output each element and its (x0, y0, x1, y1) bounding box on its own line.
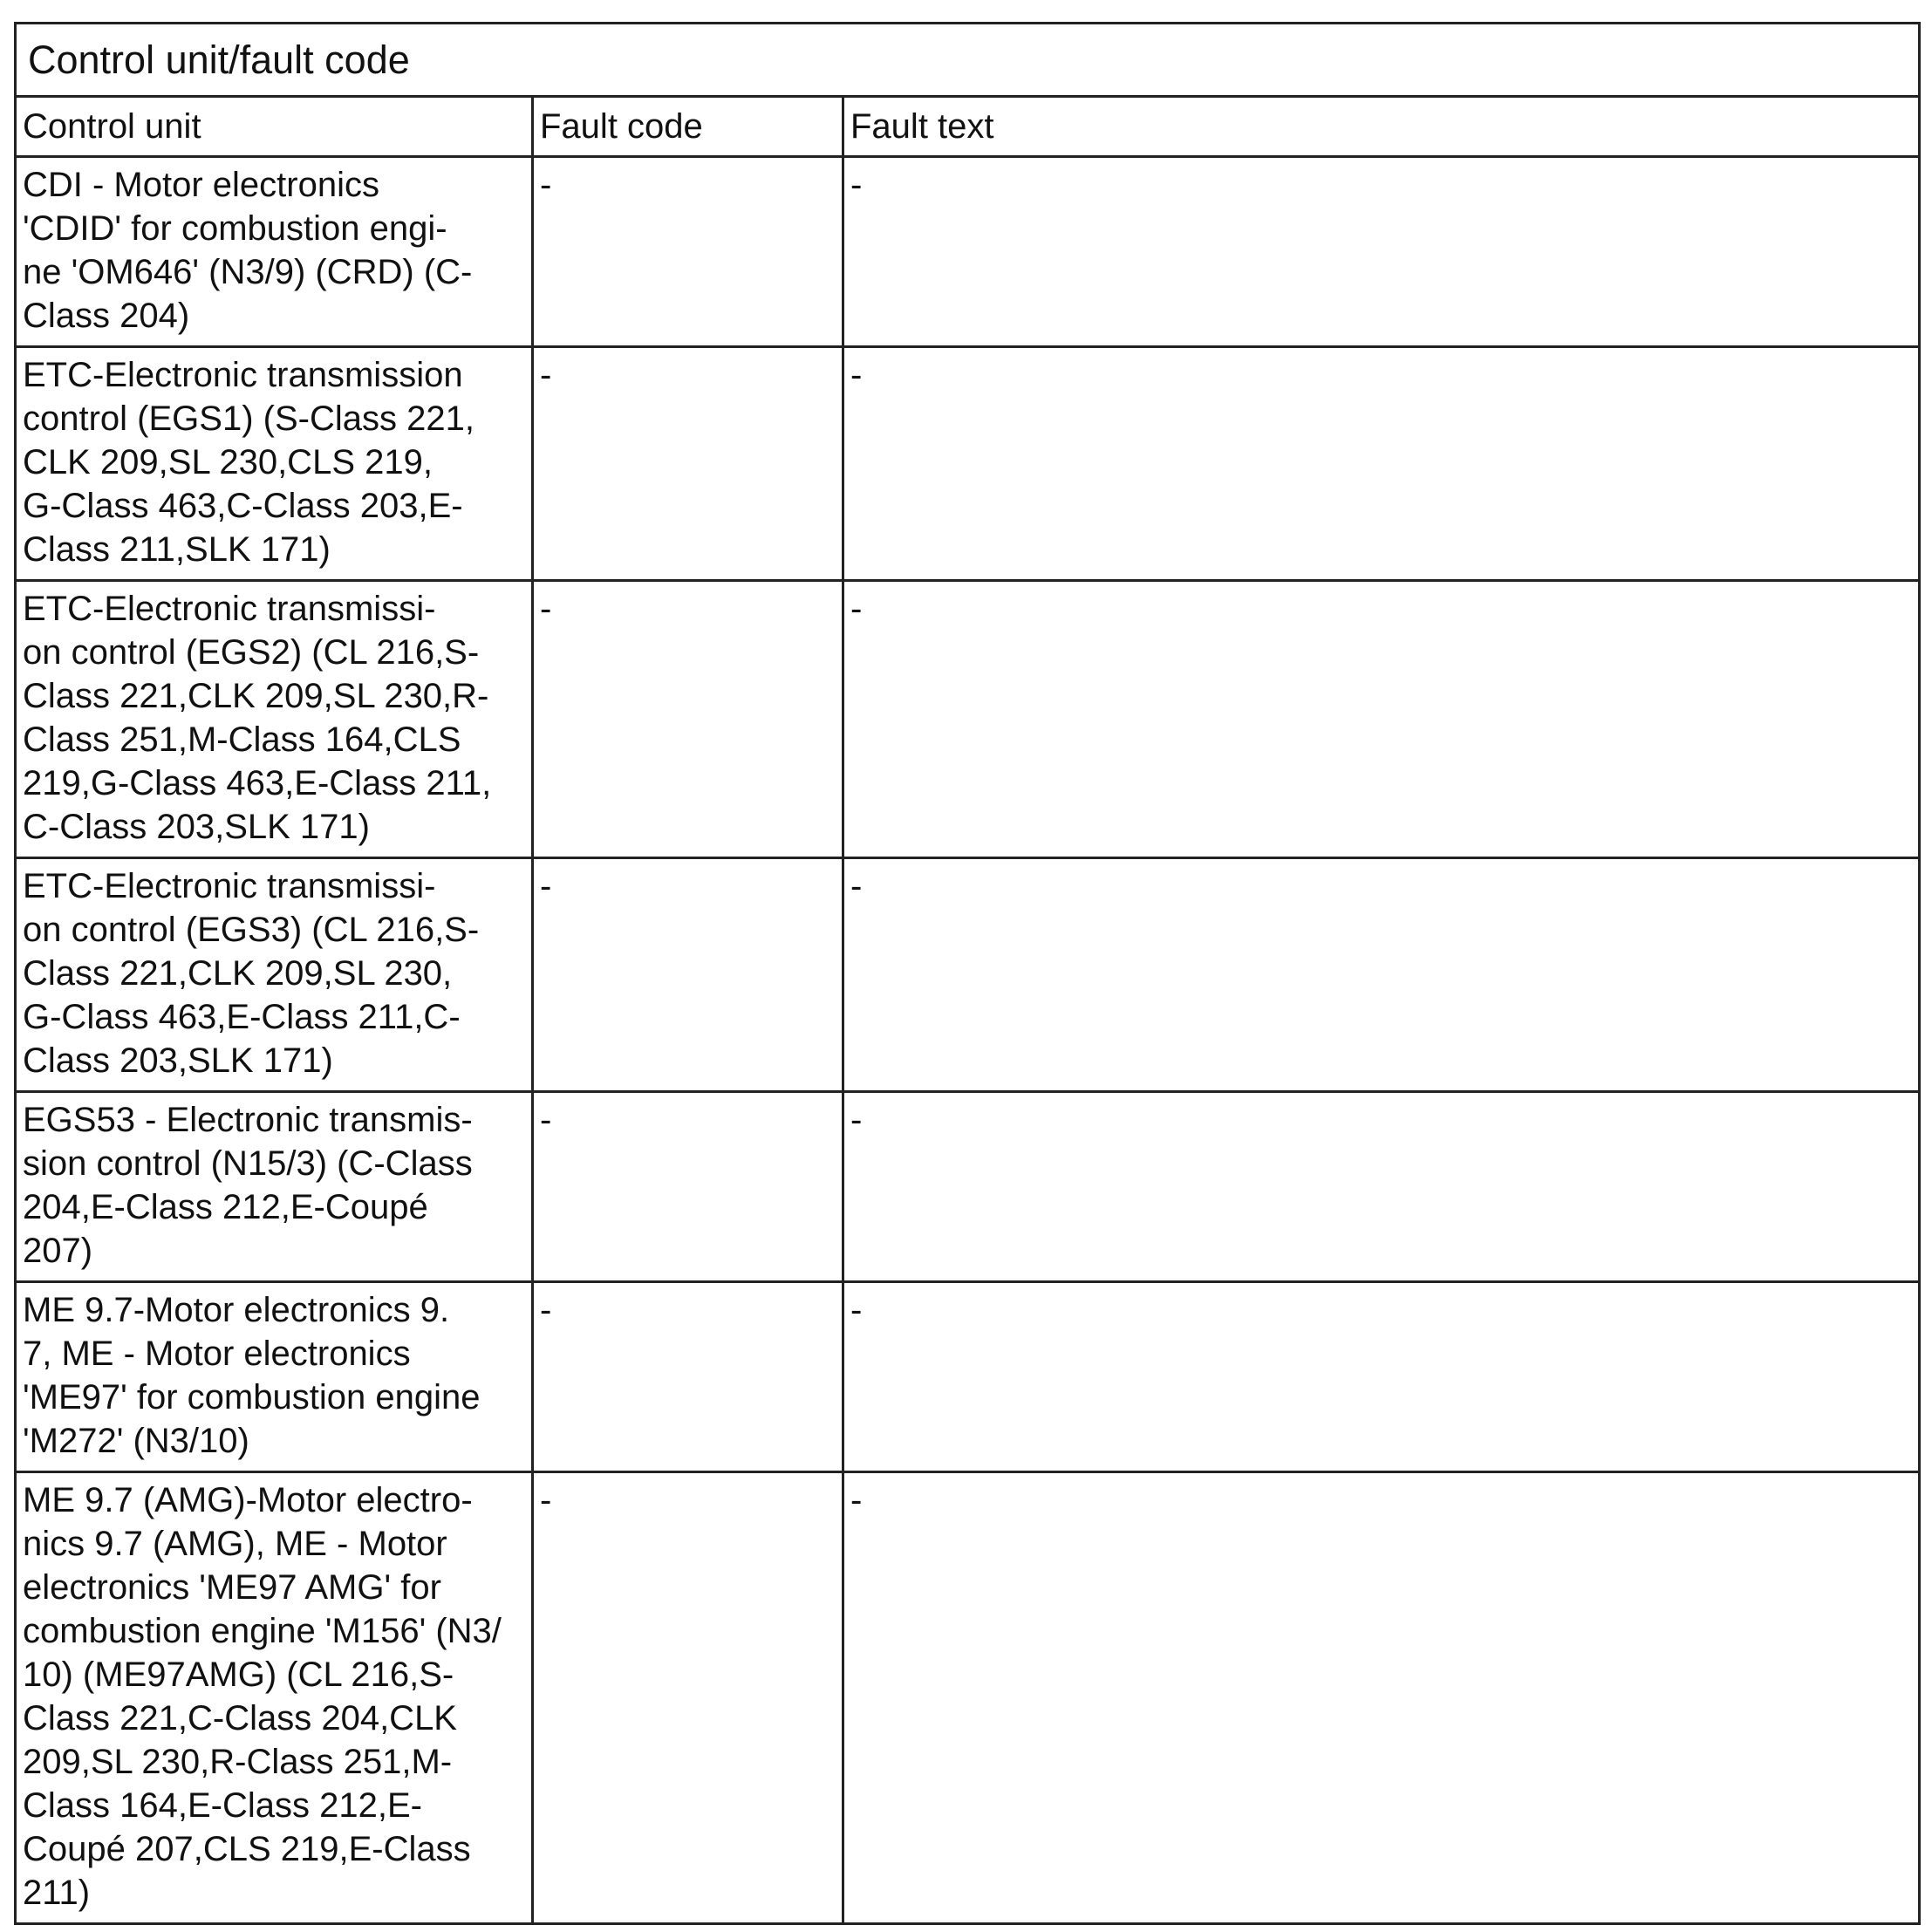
fault-text-cell: - (843, 581, 1920, 858)
control-unit-cell: ME 9.7 (AMG)-Motor electro- nics 9.7 (AMG), ME - Motor electronics 'ME97 AMG' for combustion engine 'M156' (N3/ 10) (ME97AMG) (CL 216,S- Class 221,C-Class 204,CLK 209,SL 230,R-Class 251,M- Class 164,E-Class 212,E- Coupé 207,CLS 219,E-Class 211) (16, 1472, 533, 1924)
control-unit-cell: CDI - Motor electronics 'CDID' for combustion engi- ne 'OM646' (N3/9) (CRD) (C- Class 204) (16, 157, 533, 347)
control-unit-cell: ETC-Electronic transmissi- on control (EGS3) (CL 216,S- Class 221,CLK 209,SL 230, G-Class 463,E-Class 211,C- Class 203,SLK 171) (16, 858, 533, 1092)
table-row (16, 347, 1920, 581)
fault-code-cell: - (533, 347, 843, 581)
column-header-fault-text: Fault text (843, 97, 1920, 157)
table-row (16, 157, 1920, 347)
fault-code-cell: - (533, 1472, 843, 1924)
column-header-fault-code: Fault code (533, 97, 843, 157)
table-header-row (16, 97, 1920, 157)
control-unit-cell: ETC-Electronic transmission control (EGS1) (S-Class 221, CLK 209,SL 230,CLS 219, G-Class 463,C-Class 203,E- Class 211,SLK 171) (16, 347, 533, 581)
fault-code-cell: - (533, 1282, 843, 1472)
control-unit-cell: EGS53 - Electronic transmis- sion control (N15/3) (C-Class 204,E-Class 212,E-Coupé 207) (16, 1092, 533, 1282)
control-unit-cell: ME 9.7-Motor electronics 9. 7, ME - Motor electronics 'ME97' for combustion engine 'M272' (N3/10) (16, 1282, 533, 1472)
table-row (16, 581, 1920, 858)
fault-code-cell: - (533, 581, 843, 858)
table-title: Control unit/fault code (16, 24, 1920, 97)
fault-text-cell: - (843, 1472, 1920, 1924)
fault-text-cell: - (843, 1092, 1920, 1282)
fault-text-cell: - (843, 347, 1920, 581)
table-title-row (16, 24, 1920, 97)
table-row (16, 1472, 1920, 1924)
fault-text-cell: - (843, 157, 1920, 347)
column-header-control-unit: Control unit (16, 97, 533, 157)
fault-code-cell: - (533, 858, 843, 1092)
control-unit-cell: ETC-Electronic transmissi- on control (EGS2) (CL 216,S- Class 221,CLK 209,SL 230,R- Class 251,M-Class 164,CLS 219,G-Class 463,E-Class 211, C-Class 203,SLK 171) (16, 581, 533, 858)
fault-text-cell: - (843, 858, 1920, 1092)
control-unit-fault-code-table (14, 22, 1921, 1925)
fault-code-cell: - (533, 157, 843, 347)
table-row (16, 1092, 1920, 1282)
fault-code-cell: - (533, 1092, 843, 1282)
table-row (16, 1282, 1920, 1472)
table-row (16, 858, 1920, 1092)
fault-text-cell: - (843, 1282, 1920, 1472)
